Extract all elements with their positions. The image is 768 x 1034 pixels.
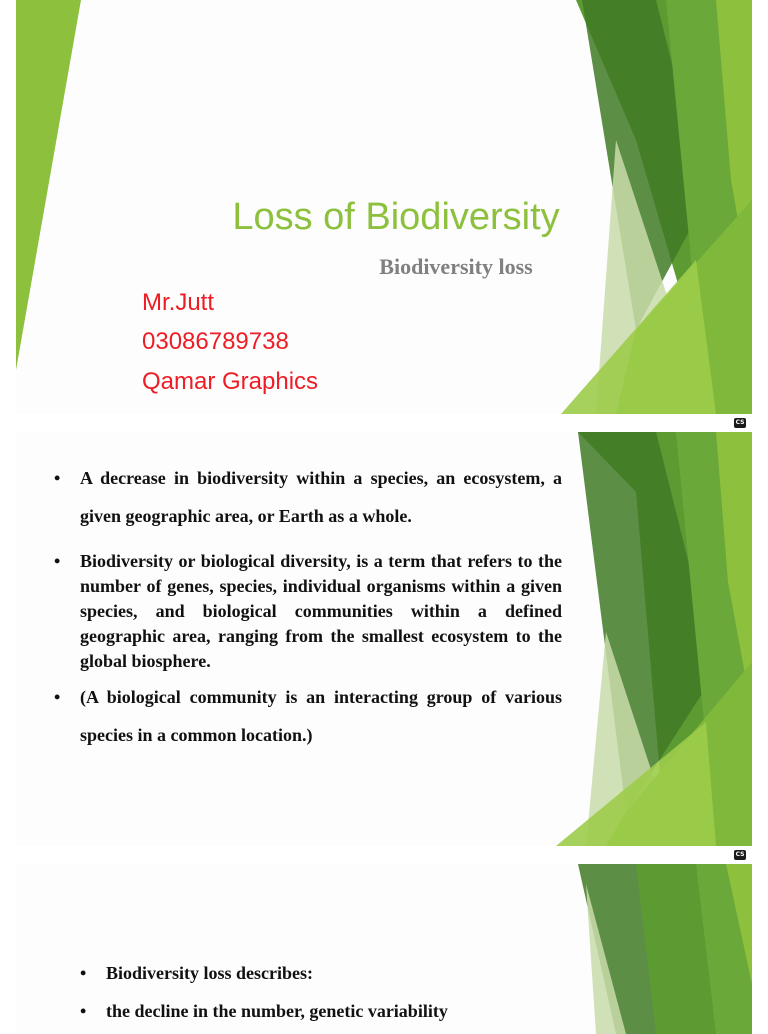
list-item-text: Biodiversity or biological diversity, is a term that refers to the number of genes, species, individual organisms within a given species, and biological communities within a defined geographic area, ranging from the smallest ecosystem to the global biosphere. [80,551,562,671]
author-name: Mr.Jutt [142,289,215,316]
definition-slide [16,432,752,846]
list-item [80,954,560,992]
camscanner-badge: CS [735,851,745,858]
description-slide [16,864,752,1034]
author-phone: 03086789738 [142,328,289,355]
list-item [54,459,562,535]
list-item-text: A decrease in biodiversity within a species, an ecosystem, a given geographic area, or Earth as a whole. [80,468,562,526]
bullet-icon: • [54,468,61,488]
list-item-text: (A biological community is an interacting group of various species in a common location.) [80,687,562,745]
bullet-icon: • [54,687,61,707]
list-item [80,992,560,1030]
bullet-icon: • [80,1001,87,1021]
bullet-list [80,954,560,1030]
bullet-icon: • [80,963,87,983]
list-item [54,549,562,674]
slide-subtitle: Biodiversity loss [379,254,533,279]
bullet-list [54,459,562,754]
slide-title: Loss of Biodiversity [232,196,560,238]
bullet-icon: • [54,551,61,571]
list-item-text: Biodiversity loss describes: [106,963,313,983]
title-slide [16,0,752,414]
list-item [54,678,562,754]
author-organization: Qamar Graphics [142,368,319,395]
camscanner-badge: CS [735,419,745,426]
list-item-text: the decline in the number, genetic variability [106,1001,448,1021]
